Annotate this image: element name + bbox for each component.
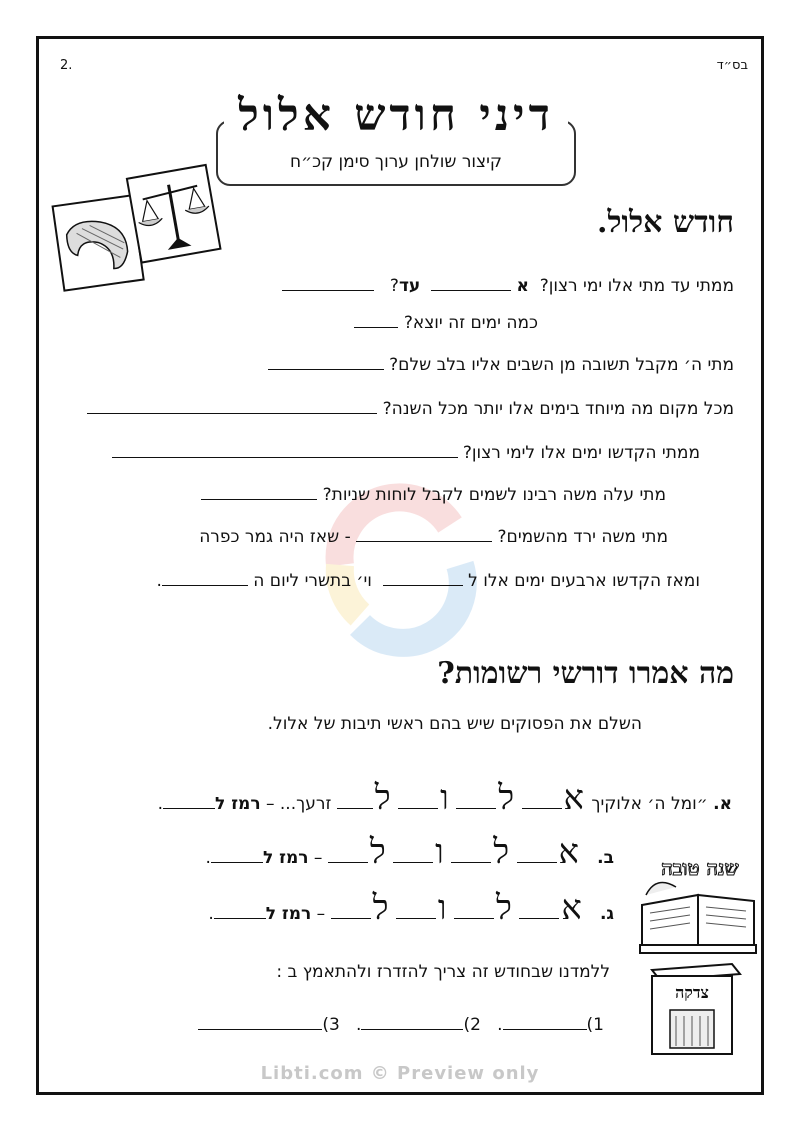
answer-8a-blank[interactable] [383,568,463,586]
section3-text: ללמדנו שבחודש זה צריך להזדרז ולהתאמץ ב : [276,962,610,982]
verse-c-vav: ו [437,888,447,928]
question-7 [199,524,668,547]
verse-b-period: . [205,848,211,868]
verse-c-lamed1: ל [496,888,512,928]
answer-1a-blank[interactable] [431,273,511,291]
verse-a-blank-3[interactable] [398,791,438,809]
verse-b-hint-blank[interactable] [211,845,263,863]
answer-4-blank[interactable] [87,396,377,414]
question-2 [354,310,538,333]
page-title: דיני חודש אלול [216,90,576,141]
question-8-part2: וי׳ בתשרי ליום ה [253,571,372,591]
page-number: 2. [60,58,73,73]
question-5-text: ממתי הקדשו ימים אלו לימי רצון? [462,443,700,463]
verse-a-alef: א [563,778,584,818]
verse-c-blank-4[interactable] [331,901,371,919]
verse-b-lamed2: ל [369,832,386,872]
question-8-part1: ומאז הקדשו ארבעים ימים אלו ל [468,571,700,591]
answer-num-1: 1) [586,1015,604,1035]
verse-c-alef: א [561,888,582,928]
section1-heading: חודש אלול. [597,205,734,240]
verse-item-b [206,832,614,878]
section3-sep-1: . [497,1015,503,1035]
question-1: ממתי עד מתי אלו ימי רצון? א עד? [282,273,734,296]
verse-b-blank-3[interactable] [393,845,433,863]
section3-answers [198,1012,604,1035]
shofar-scales-illustration [46,155,232,295]
verse-a-blank-2[interactable] [456,791,496,809]
question-2-text: כמה ימים זה יוצא? [403,313,538,333]
section3-blank-3[interactable] [198,1012,322,1030]
section3-blank-2[interactable] [361,1012,463,1030]
answer-1b-blank[interactable] [282,273,374,291]
question-1-from: א [516,276,529,296]
verse-b-alef: א [558,832,579,872]
verse-a-hint-blank[interactable] [163,791,215,809]
question-7-suffix: - שאז היה גמר כפרה [199,527,351,547]
verse-a-mid: זרעך... [279,794,332,814]
verse-c-dash: – [316,904,326,924]
verse-a-hint: רמז ל [215,794,261,814]
subtitle: קיצור שולחן ערוך סימן קכ״ח [290,152,502,172]
verse-b-vav: ו [435,832,444,872]
question-1-to: עד [398,276,421,296]
verse-a-text: ״ומל ה׳ אלוקיך [591,794,708,814]
verse-c-blank-3[interactable] [396,901,436,919]
question-6-text: מתי עלה משה רבינו לשמים לקבל לוחות שניות? [322,485,666,505]
answer-5-blank[interactable] [112,440,458,458]
verse-c-blank-1[interactable] [519,901,559,919]
answer-2-blank[interactable] [354,310,398,328]
question-3-text: מתי ה׳ מקבל תשובה מן השבים אליו בלב שלם? [389,355,734,375]
question-8-end: . [156,571,162,591]
tzedaka-box-illustration [642,950,746,1060]
verse-a-period: . [157,794,164,814]
verse-c-period: . [208,904,214,924]
verse-b-lamed1: ל [493,832,510,872]
question-4-text: מכל מקום מה מיוחד בימים אלו יותר מכל השנה? [382,399,734,419]
question-8 [156,568,700,591]
section2-heading: מה אמרו דורשי רשומות? [437,656,734,691]
section2-instruction: השלם את הפסוקים שיש בהם ראשי תיבות של אלול. [267,714,642,734]
answer-3-blank[interactable] [268,352,384,370]
verse-c-label: ג. [599,904,614,924]
answer-num-2: 2) [463,1015,481,1035]
verse-a-dash: – [265,794,275,814]
answer-8b-blank[interactable] [162,568,248,586]
question-7-text: מתי משה ירד מהשמים? [497,527,668,547]
question-4 [87,396,734,419]
verse-c-lamed2: ל [372,888,389,928]
verse-a-label: א. [713,794,732,814]
section3-blank-1[interactable] [503,1012,587,1030]
verse-item-a [158,778,732,824]
tzedaka-label: צדקה [675,983,709,1002]
verse-b-blank-4[interactable] [328,845,368,863]
answer-7-blank[interactable] [356,524,492,542]
verse-a-lamed1: ל [498,778,515,818]
verse-c-hint: רמז ל [265,904,312,924]
verse-b-blank-1[interactable] [517,845,557,863]
verse-item-c [208,888,614,934]
shana-tova-label: שנה טובה [661,856,739,880]
verse-b-dash: – [313,848,323,868]
question-6 [201,482,666,505]
shana-tova-book-illustration [636,845,760,955]
verse-a-vav: ו [440,778,449,818]
verse-b-hint: רמז ל [262,848,309,868]
verse-c-blank-2[interactable] [454,901,494,919]
top-blessing: בס״ד [716,58,748,73]
verse-a-lamed2: ל [374,778,391,818]
question-1-text: ממתי עד מתי אלו ימי רצון? [539,276,734,296]
verse-a-blank-1[interactable] [522,791,562,809]
verse-b-label: ב. [597,848,614,868]
preview-watermark: Libti.com © Preview only [260,1063,540,1084]
verse-b-blank-2[interactable] [451,845,491,863]
section3-sep-2: . [356,1015,362,1035]
question-5 [112,440,701,463]
verse-a-blank-4[interactable] [337,791,373,809]
question-3 [268,352,734,375]
answer-num-3: 3) [322,1015,340,1035]
verse-c-hint-blank[interactable] [214,901,266,919]
answer-6-blank[interactable] [201,482,317,500]
